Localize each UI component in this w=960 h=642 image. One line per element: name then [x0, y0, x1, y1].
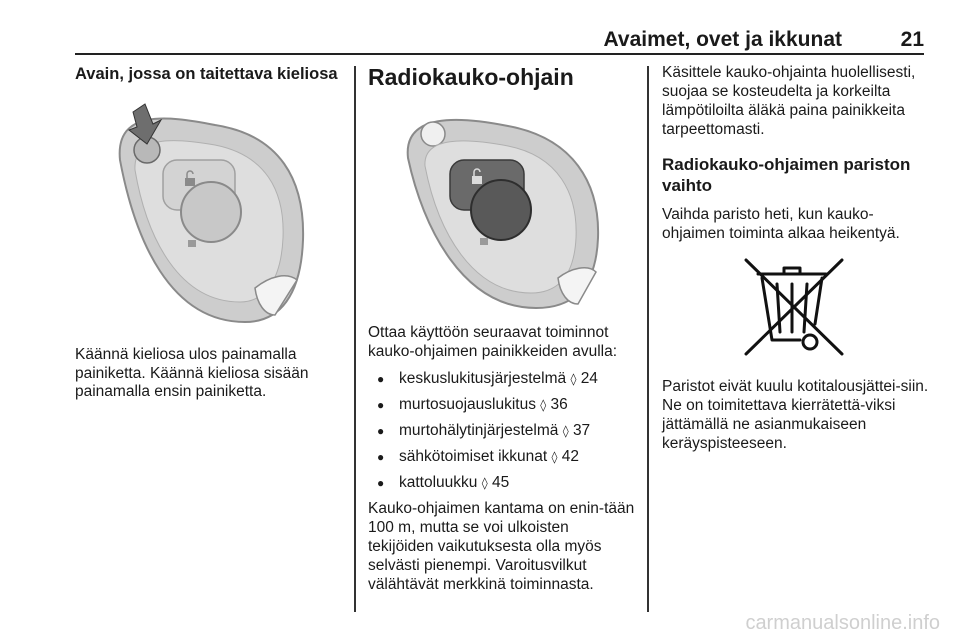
column-divider-left	[354, 66, 356, 612]
remote-range-text: Kauko-ohjaimen kantama on enin-tään 100 m, mutta se voi ulkoisten tekijöiden vaikutuksesta olla myös selvästi pienempi. Varoitusvilkut välähtävät merkkinä toiminnasta.	[368, 499, 635, 593]
site-watermark: carmanualsonline.info	[745, 612, 940, 634]
battery-replace-text: Vaihda paristo heti, kun kauko-ohjaimen toiminta alkaa heikentyä.	[662, 206, 900, 243]
section-heading-folding-key: Avain, jossa on taitettava kieliosa	[75, 65, 338, 83]
column-2	[368, 64, 636, 594]
remote-care-text: Käsittele kauko-ohjainta huolellisesti, suojaa se kosteudelta ja korkeilta lämpötiloilta äläkä paina painikkeita tarpeettomasti.	[662, 64, 916, 138]
section-heading-battery-replacement: Radiokauko-ohjaimen pariston vaihto	[662, 154, 911, 195]
list-item: ● kattoluukku ◊ 45	[368, 474, 636, 493]
header-rule	[75, 53, 924, 55]
crossed-bin-icon	[662, 254, 930, 364]
list-item: ● murtohälytinjärjestelmä ◊ 37	[368, 422, 636, 441]
folding-key-illustration	[75, 90, 343, 328]
column-divider-right	[647, 66, 649, 612]
section-heading-radio-remote: Radiokauko-ohjain	[368, 64, 574, 90]
list-item: ● murtosuojauslukitus ◊ 36	[368, 396, 636, 415]
list-item: ● keskuslukitusjärjestelmä ◊ 24	[368, 370, 636, 389]
column-1	[75, 64, 343, 402]
remote-function-list	[368, 370, 636, 493]
list-item: ● sähkötoimiset ikkunat ◊ 42	[368, 448, 636, 467]
column-3	[662, 64, 930, 454]
running-header-title: Avaimet, ovet ja ikkunat	[603, 28, 842, 51]
radio-remote-intro: Ottaa käyttöön seuraavat toiminnot kauko-ohjaimen painikkeiden avulla:	[368, 323, 618, 360]
radio-remote-illustration	[368, 98, 636, 310]
page-number: 21	[900, 28, 924, 51]
folding-key-description: Käännä kieliosa ulos painamalla painiketta. Käännä kieliosa sisään painamalla ensin painiketta.	[75, 345, 309, 401]
battery-disposal-text: Paristot eivät kuulu kotitalousjättei-siin. Ne on toimitettava kierrätettä-viksi jättämällä ne asianmukaiseen keräyspisteeseen.	[662, 377, 929, 452]
